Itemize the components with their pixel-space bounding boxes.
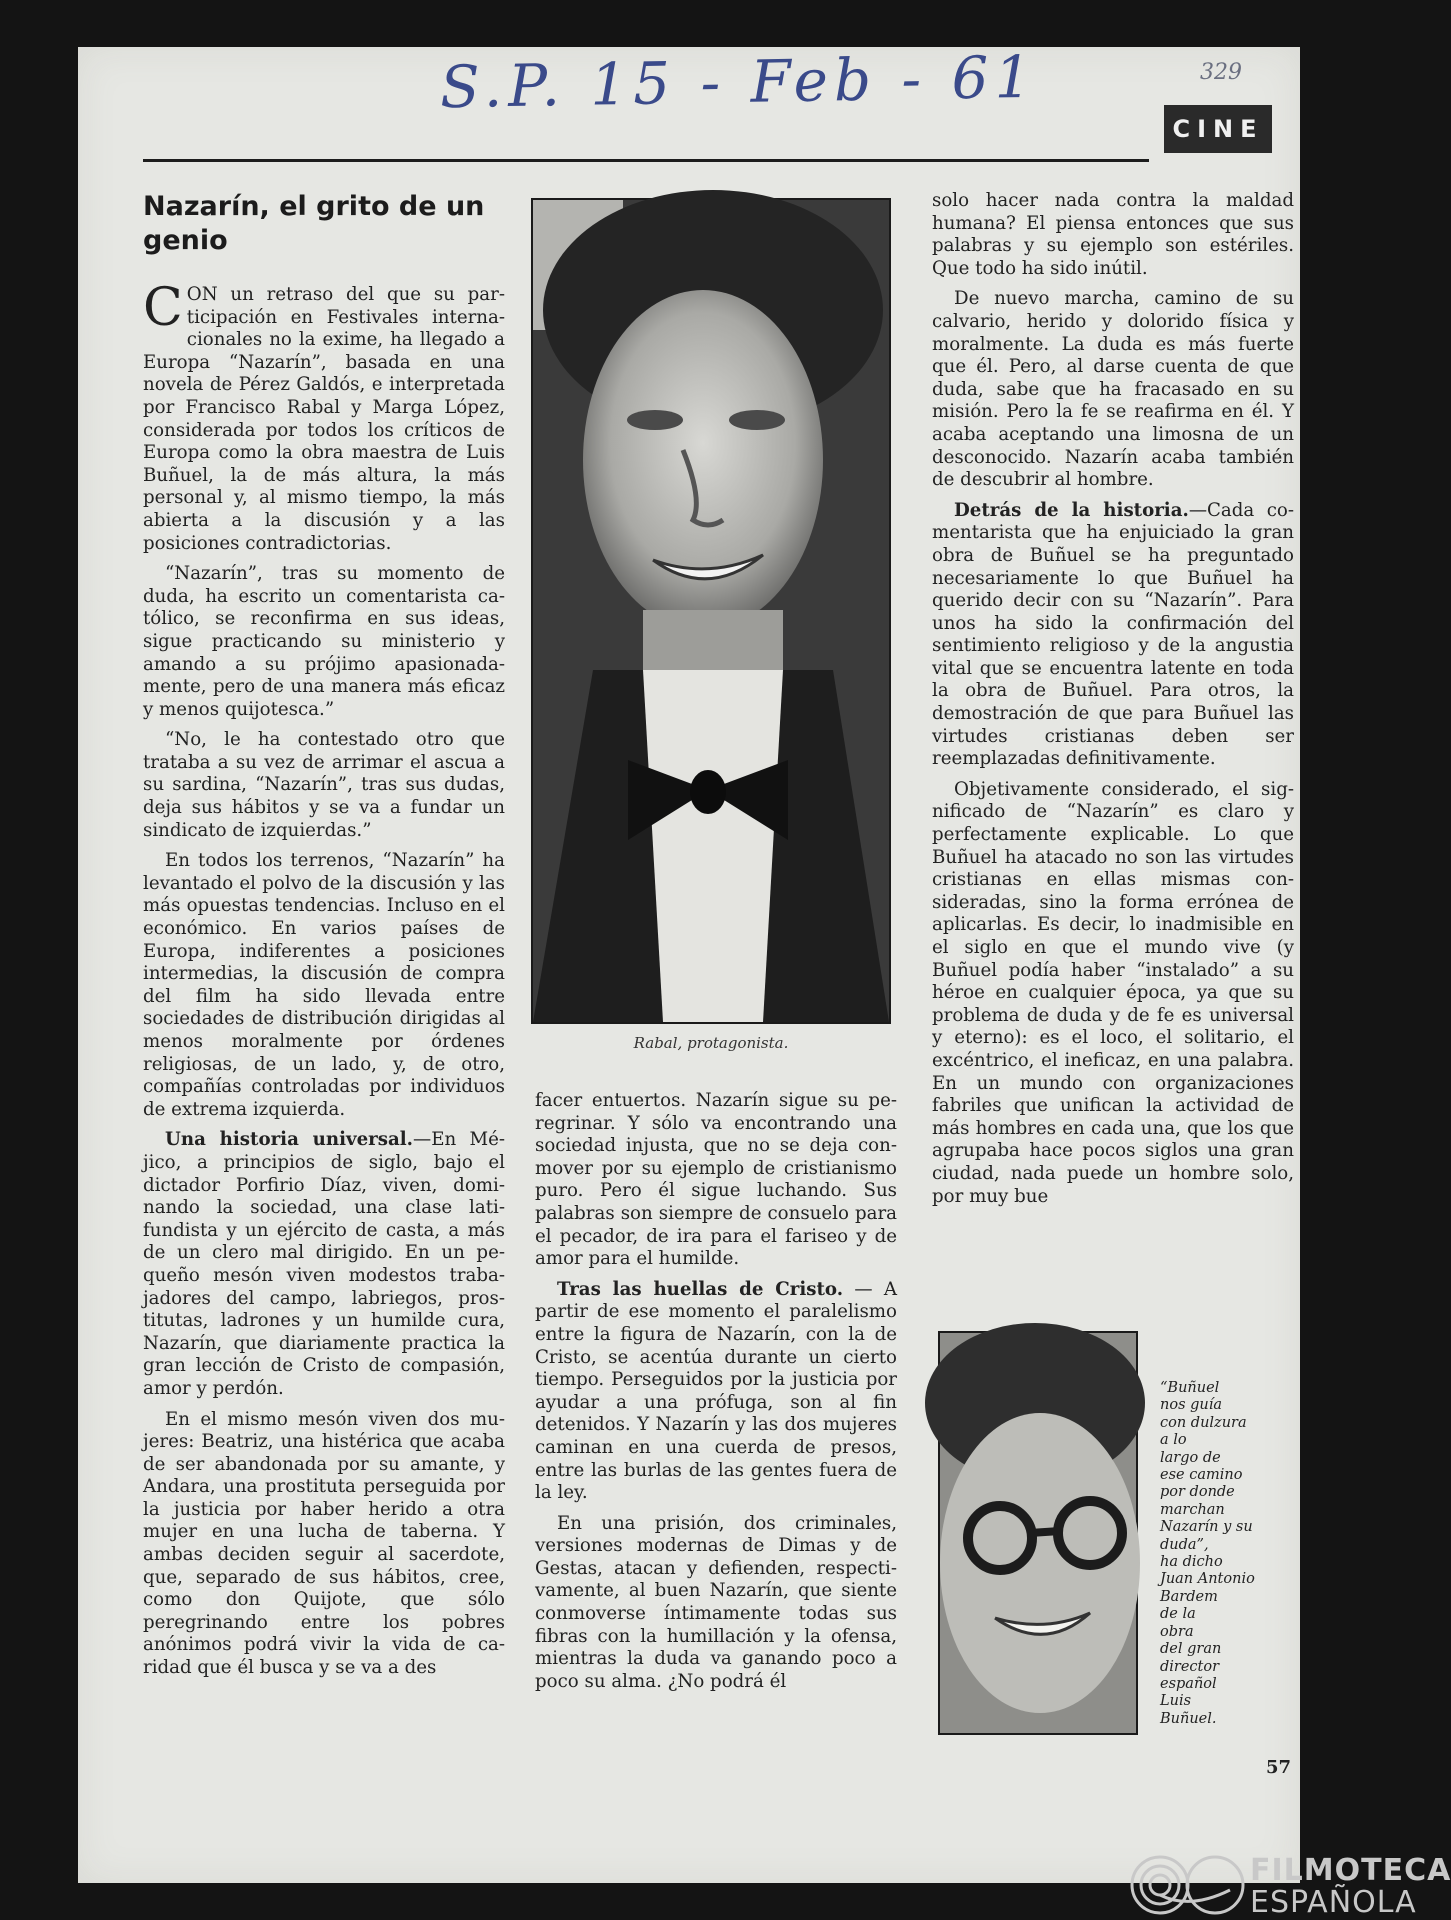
paragraph: Objetivamente considerado, el significado de “Nazarín” es claro y perfectamente explicable. Lo que Buñuel ha atacado no son las virtudes cristianas en ellas mismas consideradas, sino la forma errónea de aplicarlas. Es decir, lo inadmisible en el siglo en que el mundo vive (y Buñuel podía haber “instalado” a su héroe en cualquier época, ya que su problema de duda y de fe es universal y eterno): es el loco, el solitario, el excéntrico, el ineficaz, en una palabra. En un mundo con organizaciones fabriles que unifican la actividad de más hombres en cada una, que los que agrupaba hace pocos siglos una gran ciudad, nada puede un hombre solo, por muy bue bbox=[932, 778, 1294, 1207]
paragraph: De nuevo marcha, camino de su calvario, herido y dolorido física y moralmente. La duda es más fuerte que él. Pero, al darse cuenta de que duda, sabe que ha fracasado en su misión. Pero la fe se reafirma en él. Y acaba aceptando una limosna de un desconocido. Nazarín acaba también de descubrir al hombre. bbox=[932, 288, 1294, 491]
drop-cap: C bbox=[143, 278, 183, 338]
paragraph: “Nazarín”, tras su momento de duda, ha escrito un comentarista católico, se reconfirma en sus ideas, sigue practicando su ministerio y amando a su prójimo apasionadamente, pero de una manera más eficaz y menos quijotesca.” bbox=[143, 563, 505, 720]
photo-francisco-rabal bbox=[531, 198, 891, 1024]
paragraph: Una historia universal.—En Méjico, a principios de siglo, bajo el dictador Porfirio Díaz, viven, dominando la sociedad, una clase latifundista y un ejército de casta, a más de un clero mal dirigido. En un pequeño mesón viven modestos trabajadores del campo, labriegos, prostitutas, ladrones y un humilde cura, Nazarín, que diariamente practica la gran lección de Cristo de compasión, amor y perdón. bbox=[143, 1129, 505, 1399]
header-rule bbox=[143, 159, 1149, 162]
subheading: Detrás de la historia. bbox=[954, 499, 1189, 521]
photo-caption: Rabal, protagonista. bbox=[633, 1034, 789, 1052]
photo-juan-antonio-bardem bbox=[938, 1331, 1138, 1735]
paragraph: En una prisión, dos criminales, versiones modernas de Dimas y de Gestas, atacan y defienden, respectivamente, al buen Nazarín, que siente conmoverse íntimamente todas sus fibras con la humillación y la ofensa, mientras la duda va ganando poco a poco su alma. ¿No podrá él bbox=[535, 1512, 897, 1692]
paragraph: Detrás de la historia.—Cada comentarista que ha enjuiciado la gran obra de Buñuel se ha preguntado necesariamente lo que Buñuel ha querido decir con su “Nazarín”. Para unos ha sido la confirmación del sentimiento religioso y de la angustia vital que se encuentra latente en toda la obra de Buñuel. Para otros, la demostración de que para Buñuel las virtudes cristianas deben ser reemplazadas definitivamente. bbox=[932, 499, 1294, 770]
bardem-quote-caption: “Buñuel nos guía con dulzura a lo largo de ese camino por donde marchan Nazarín y su duda”, ha dicho Juan Antonio Bardem de la obra del gran director español Luis Buñuel. bbox=[1160, 1380, 1255, 1727]
paragraph: “No, le ha contestado otro que trataba a su vez de arrimar el ascua a su sardina, “Nazarín”, tras sus dudas, deja sus hábitos y se va a fundar un sindicato de izquierdas.” bbox=[143, 729, 505, 841]
page-number: 57 bbox=[1266, 1757, 1292, 1778]
handwritten-date-note: S.P. 15 - Feb - 61 bbox=[439, 42, 1038, 122]
article-headline: Nazarín, el grito de un genio bbox=[143, 191, 485, 256]
portrait-illustration bbox=[940, 1333, 1136, 1733]
section-badge: CINE bbox=[1164, 105, 1272, 153]
paragraph: CON un retraso del que su participación en Festivales internacionales no la exime, ha llegado a Europa “Nazarín”, basada en una novela de Pérez Galdós, e interpretada por Francisco Rabal y Marga López, considerada por todos los críticos de Europa como la obra maestra de Luis Buñuel, la de más altura, la más personal y, al mismo tiempo, la más abierta a la discusión y a las posiciones contradictorias. bbox=[143, 278, 505, 554]
subheading: Una historia universal. bbox=[165, 1129, 414, 1151]
article-column-1 bbox=[143, 190, 505, 1688]
paragraph: solo hacer nada contra la maldad humana? El piensa entonces que sus palabras y su ejemplo son estériles. Que todo ha sido inútil. bbox=[932, 190, 1294, 279]
paragraph: En todos los terrenos, “Nazarín” ha levantado el polvo de la discusión y las más opuestas tendencias. Incluso en el económico. En varios países de Europa, indiferentes a posiciones intermedias, la discusión de compra del film ha sido llevada entre sociedades de distribución dirigidas al menos moralmente por órdenes religiosas, de un lado, y, de otro, compañías controladas por individuos de extrema izquierda. bbox=[143, 850, 505, 1120]
portrait-illustration bbox=[533, 200, 889, 1022]
article-column-3 bbox=[932, 190, 1294, 1216]
paragraph: Tras las huellas de Cristo. — A partir de ese momento el paralelismo entre la figura de Nazarín, con la de Cristo, se acentúa durante un cierto tiempo. Perseguidos por la justicia por ayudar a una prófuga, son al fin detenidos. Y Nazarín y las dos mujeres caminan en una cuerda de presos, entre las burlas de las gentes fuera de la ley. bbox=[535, 1278, 897, 1504]
paragraph: En el mismo mesón viven dos mujeres: Beatriz, una histérica que acaba de ser abandonada por su amante, y Andara, una prostituta perseguida por la justicia por haber herido a otra mujer en una lucha de taberna. Y ambas deciden seguir al sacerdote, que, separado de sus hábitos, cree, como don Quijote, que sólo peregrinando entre los pobres anónimos podrá vivir la vida de caridad que él busca y se va a des bbox=[143, 1408, 505, 1679]
handwritten-archive-number: 329 bbox=[1200, 60, 1242, 85]
article-column-2 bbox=[535, 1090, 897, 1701]
filmoteca-logo-text: FILMOTECA ESPAÑOLA bbox=[1250, 1853, 1451, 1920]
paragraph: facer entuertos. Nazarín sigue su peregrinar. Y sólo va encontrando una sociedad injusta, que no se deja conmover por su ejemplo de cristianismo puro. Pero él sigue luchando. Sus palabras son siempre de consuelo para el pecador, de ira para el fariseo y de amor para el humilde. bbox=[535, 1090, 897, 1270]
subheading: Tras las huellas de Cristo. bbox=[557, 1278, 844, 1300]
